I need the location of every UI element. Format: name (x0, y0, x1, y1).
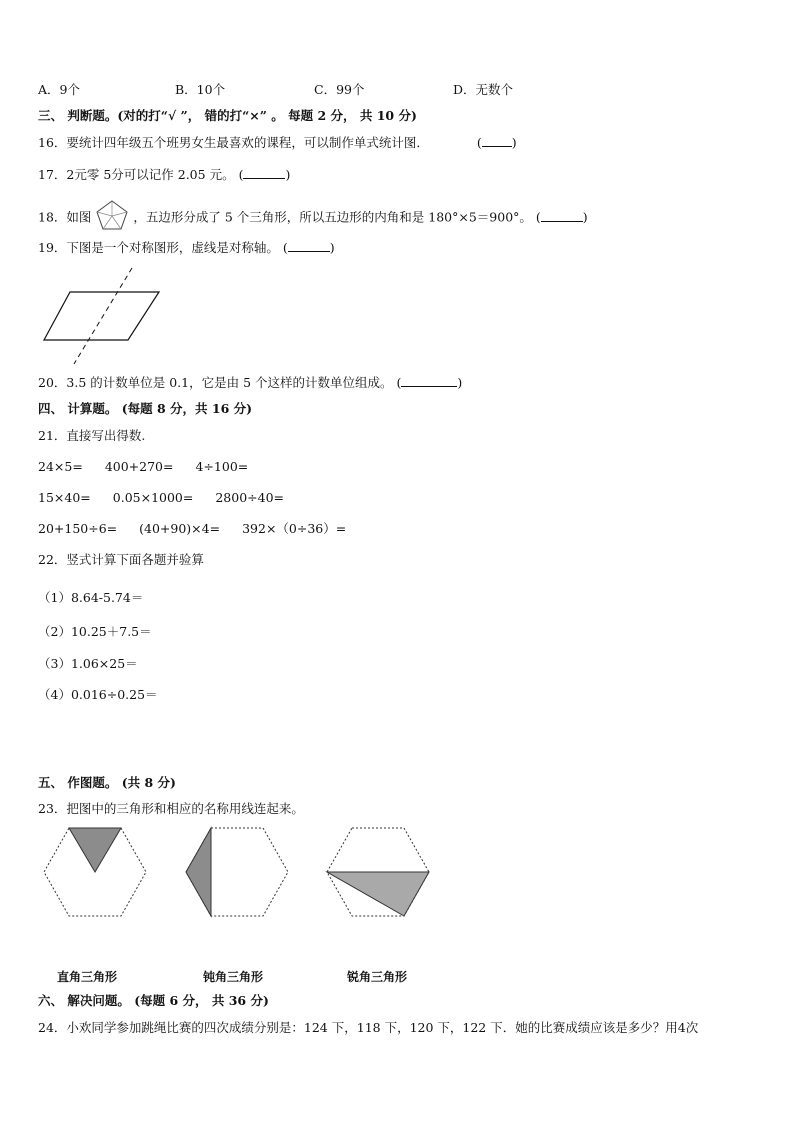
hexagon-figure-2 (184, 826, 290, 918)
calc-item: 15×40= (38, 490, 91, 505)
calc-row-2 (38, 489, 306, 507)
calc-item: 4÷100= (195, 459, 249, 474)
question-16: 16．要统计四年级五个班男女生最喜欢的课程，可以制作单式统计图． ( ) (38, 135, 517, 150)
question-19: 19．下图是一个对称图形，虚线是对称轴。 ( ) (38, 240, 335, 255)
calc-item-4: （4）0.016÷0.25＝ (38, 687, 158, 702)
parallelogram-figure (40, 266, 170, 366)
question-16-text: 16．要统计四年级五个班男女生最喜欢的课程，可以制作单式统计图． (38, 135, 429, 150)
calc-item: 400+270= (104, 459, 174, 474)
calc-item-2: （2）10.25＋7.5＝ (38, 624, 152, 639)
question-18-text-a: 18．如图 (38, 209, 92, 225)
section4-title: 四、 计算题。 (每题 8 分，共 16 分) (38, 401, 253, 416)
answer-blank-18[interactable] (541, 209, 583, 222)
answer-blank-20[interactable] (401, 374, 457, 387)
question-20: 20．3.5 的计数单位是 0.1，它是由 5 个这样的计数单位组成。 ( ) (38, 375, 463, 390)
choice-b: B．10个 (175, 82, 226, 97)
calc-item-1: （1）8.64-5.74＝ (38, 590, 144, 605)
answer-blank-17[interactable] (243, 166, 285, 179)
answer-blank-16[interactable] (482, 134, 512, 147)
label-acute-triangle: 锐角三角形 (347, 970, 408, 984)
question-17: 17．2元零 5分可以记作 2.05 元。 ( ) (38, 167, 291, 182)
label-obtuse-triangle: 钝角三角形 (203, 970, 264, 984)
calc-item: (40+90)×4= (139, 521, 221, 536)
calc-item: 0.05×1000= (112, 490, 194, 505)
calc-item: 24×5= (38, 459, 83, 474)
calc-item: 20+150÷6= (38, 521, 118, 536)
choices-row (38, 81, 758, 99)
section5-title: 五、 作图题。 (共 8 分) (38, 775, 176, 790)
question-19-text: 19．下图是一个对称图形，虚线是对称轴。 (38, 240, 279, 255)
hexagon-figure-3 (325, 826, 431, 918)
choice-a: A．9个 (38, 82, 80, 97)
pentagon-figure (95, 199, 129, 231)
choice-d: D．无数个 (453, 82, 514, 97)
question-21: 21．直接写出得数. (38, 428, 146, 443)
question-24: 24．小欢同学参加跳绳比赛的四次成绩分别是：124 下，118 下，120 下，122 下．她的比赛成绩应该是多少？用4次 (38, 1020, 699, 1035)
answer-blank-19[interactable] (288, 239, 330, 252)
calc-item: 2800÷40= (215, 490, 285, 505)
calc-item-3: （3）1.06×25＝ (38, 656, 138, 671)
hexagon-figure-1 (42, 826, 148, 918)
question-17-text: 17．2元零 5分可以记作 2.05 元。 (38, 167, 235, 182)
choice-c: C．99个 (314, 82, 365, 97)
calc-row-1 (38, 458, 270, 476)
section3-title: 三、 判断题。(对的打“√ ”， 错的打“×” 。 每题 2 分， 共 10 分) (38, 108, 417, 123)
calc-item: 392×（0÷36）= (242, 521, 347, 536)
label-right-triangle: 直角三角形 (57, 970, 118, 984)
question-22: 22．竖式计算下面各题并验算 (38, 552, 204, 567)
section6-title: 六、 解决问题。 (每题 6 分， 共 36 分) (38, 993, 269, 1008)
question-23: 23．把图中的三角形和相应的名称用线连起来。 (38, 801, 304, 816)
question-18: 18．如图 ，五边形分成了 5 个三角形，所以五边形的内角和是 180°×5＝900°。 ( ) (38, 202, 588, 234)
calc-row-3 (38, 520, 368, 538)
question-18-text-b: ，五边形分成了 5 个三角形，所以五边形的内角和是 180°×5＝900°。 (133, 209, 532, 225)
question-20-text: 20．3.5 的计数单位是 0.1，它是由 5 个这样的计数单位组成。 (38, 375, 393, 390)
